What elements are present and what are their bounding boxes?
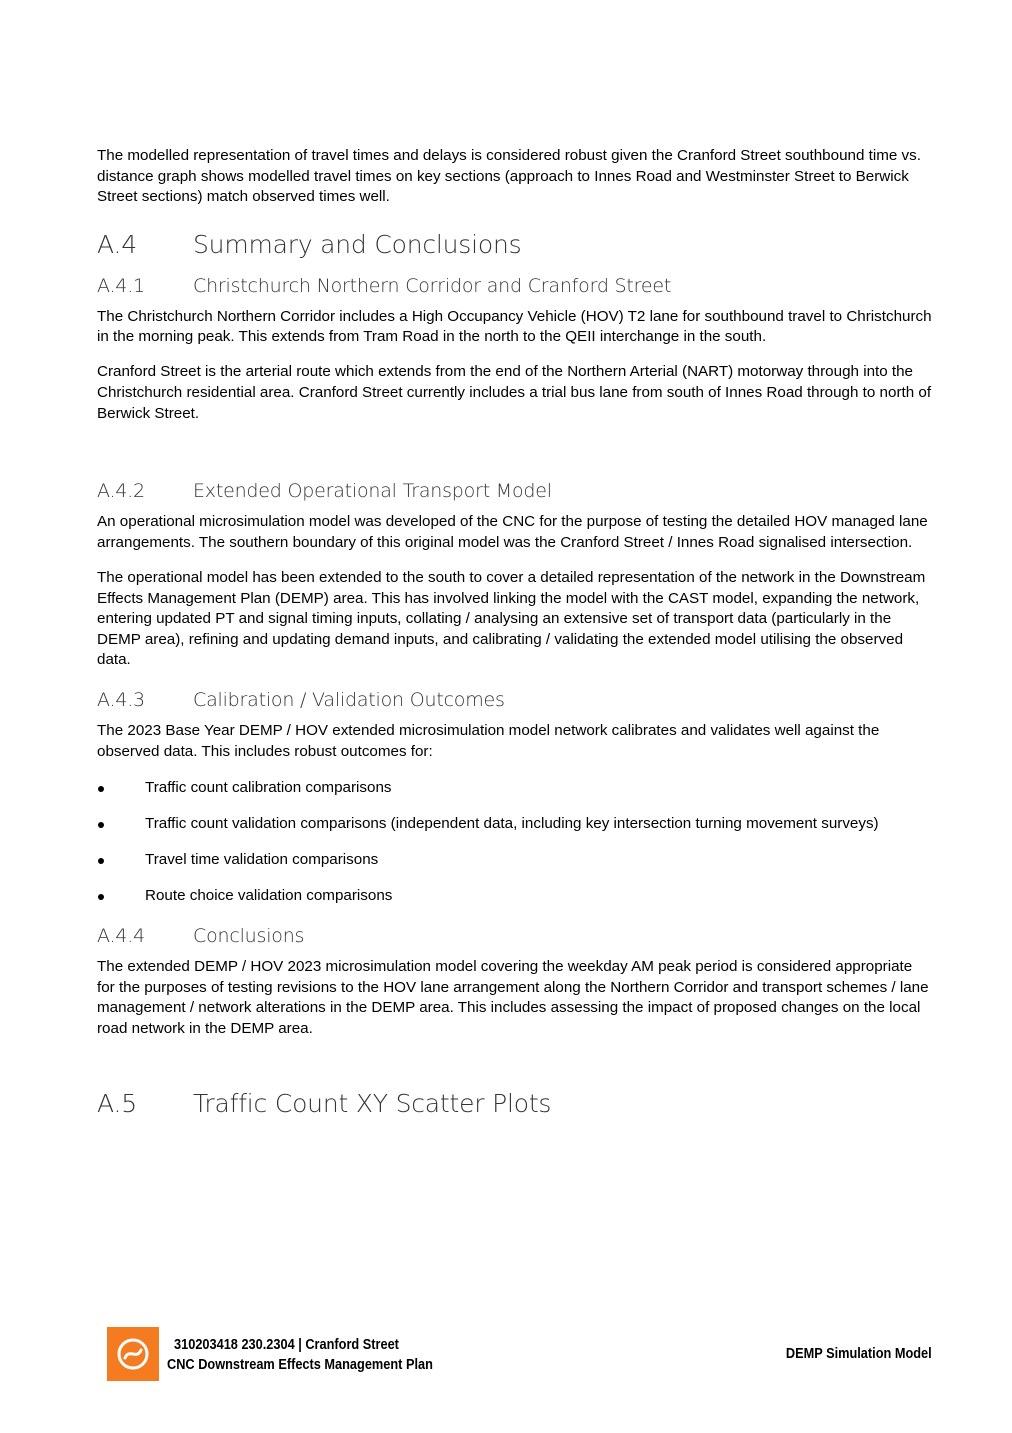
- intro-paragraph: The modelled representation of travel times and delays is considered robust given the Cranford Street southbound time vs. distance graph shows modelled travel times on key sections (approach to Innes Road and Westminster Street to Berwick Street sections) match observed times well.: [97, 147, 921, 206]
- paragraph: An operational microsimulation model was developed of the CNC for the purpose of testing the detailed HOV managed lane arrangements. The southern boundary of this original model was the Cranford Street / Innes Road signalised intersection.: [97, 513, 928, 551]
- section-a44-heading: [97, 925, 932, 947]
- bullet-icon: [98, 786, 104, 792]
- section-number: A.4.2: [97, 480, 145, 503]
- section-title: Calibration / Validation Outcomes: [193, 688, 505, 711]
- footer-line-2: CNC Downstream Effects Management Plan: [167, 1357, 433, 1373]
- section-title: Traffic Count XY Scatter Plots: [193, 1089, 552, 1119]
- section-number: A.4: [97, 229, 137, 259]
- section-a42-heading: [97, 480, 932, 502]
- company-logo: [107, 1327, 159, 1381]
- paragraph: The 2023 Base Year DEMP / HOV extended microsimulation model network calibrates and validates well against the observed data. This includes robust outcomes for:: [97, 721, 880, 760]
- list-item: Traffic count calibration comparisons: [97, 778, 932, 799]
- section-a4-heading: [97, 230, 932, 259]
- bullet-icon: [98, 894, 104, 900]
- paragraph: The Christchurch Northern Corridor includes a High Occupancy Vehicle (HOV) T2 lane for southbound travel to Christchurch in the morning peak. This extends from Tram Road in the north to the QEII interchange in the south.: [97, 307, 932, 346]
- footer-line-1: 310203418 230.2304 | Cranford Street: [174, 1337, 399, 1353]
- section-a41-heading: [97, 275, 932, 297]
- footer-document-title: DEMP Simulation Model: [786, 1346, 932, 1362]
- page-content: [97, 146, 932, 1118]
- list-item: Route choice validation comparisons: [97, 886, 932, 907]
- outcomes-list: [97, 778, 932, 907]
- list-item: Travel time validation comparisons: [97, 850, 932, 871]
- section-number: A.4.1: [97, 274, 145, 297]
- paragraph: The extended DEMP / HOV 2023 microsimulation model covering the weekday AM peak period is considered appropriate for the purposes of testing revisions to the HOV lane arrangement along the Northern Corridor and transport schemes / lane management / network alterations in the DEMP area. This includes assessing the impact of proposed changes on the local road network in the DEMP area.: [97, 957, 929, 1037]
- section-number: A.4.4: [97, 924, 145, 947]
- section-a5-heading: [97, 1089, 932, 1118]
- bullet-icon: [98, 858, 104, 864]
- logo-swirl-icon: [117, 1338, 149, 1370]
- section-number: A.4.3: [97, 688, 145, 711]
- paragraph: The operational model has been extended to the south to cover a detailed representation of the network in the Downstream Effects Management Plan (DEMP) area. This has involved linking the model with the CAST model, expanding the network, entering updated PT and signal timing inputs, collating / analysing an extensive set of transport data (particularly in the DEMP area), refining and updating demand inputs, and calibrating / validating the extended model utilising the observed data.: [97, 568, 926, 669]
- section-a43-heading: [97, 689, 932, 711]
- list-item: Traffic count validation comparisons (independent data, including key intersection turning movement surveys): [97, 814, 932, 835]
- page-footer: [107, 1327, 932, 1381]
- paragraph: Cranford Street is the arterial route which extends from the end of the Northern Arterial (NART) motorway through into the Christchurch residential area. Cranford Street currently includes a trial bus lane from south of Innes Road through to north of Berwick Street.: [97, 363, 932, 422]
- section-title: Extended Operational Transport Model: [193, 480, 552, 503]
- section-title: Conclusions: [193, 924, 305, 947]
- bullet-icon: [98, 822, 104, 828]
- section-title: Christchurch Northern Corridor and Cranford Street: [193, 274, 672, 297]
- section-title: Summary and Conclusions: [193, 229, 522, 259]
- section-number: A.5: [97, 1089, 137, 1119]
- footer-document-info: [167, 1335, 433, 1375]
